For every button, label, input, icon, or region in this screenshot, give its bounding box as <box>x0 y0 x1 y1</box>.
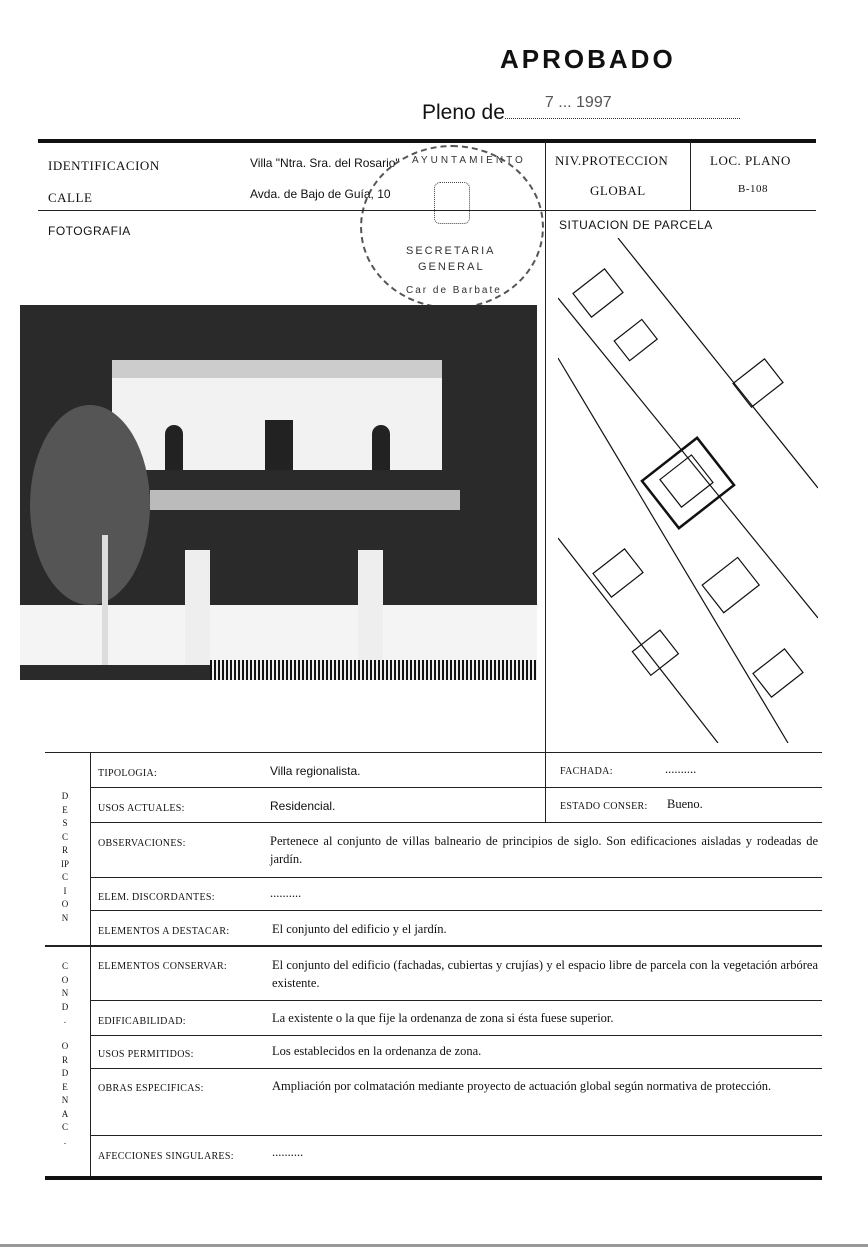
elem-discordantes-label: ELEM. DISCORDANTES: <box>98 892 215 903</box>
usos-permitidos-label: USOS PERMITIDOS: <box>98 1049 194 1060</box>
side-label-cond: COND. <box>61 961 69 1025</box>
top-rule <box>38 139 816 143</box>
afecciones-singulares-label: AFECCIONES SINGULARES: <box>98 1151 234 1162</box>
calle-label: CALLE <box>48 190 93 205</box>
situacion-label: SITUACION DE PARCELA <box>559 218 713 232</box>
divider <box>45 945 822 947</box>
niv-proteccion-value: GLOBAL <box>590 183 646 198</box>
tipologia-label: TIPOLOGIA: <box>98 768 158 779</box>
seal-top-text: AYUNTAMIENTO <box>412 155 526 166</box>
obras-especificas-value: Ampliación por colmatación mediante proyecto de actuación global según normativa de protección. <box>272 1079 772 1093</box>
calle-value: Avda. de Bajo de Guía, 10 <box>250 187 391 201</box>
scan-edge <box>0 1244 868 1247</box>
divider <box>90 1035 822 1036</box>
side-label-ordenac: ORDENAC. <box>61 1041 69 1146</box>
fachada-value: .......... <box>665 762 697 776</box>
niv-proteccion-label: NIV.PROTECCION <box>555 153 669 168</box>
bottom-rule <box>45 1176 822 1180</box>
divider <box>545 142 546 752</box>
seal-center-1: SECRETARIA <box>406 245 496 257</box>
divider <box>90 752 91 1178</box>
usos-actuales-label: USOS ACTUALES: <box>98 803 185 814</box>
identificacion-label: IDENTIFICACION <box>48 158 160 173</box>
elementos-conservar-label: ELEMENTOS CONSERVAR: <box>98 961 228 972</box>
divider <box>90 822 822 823</box>
usos-actuales-value: Residencial. <box>270 799 336 813</box>
edificabilidad-value: La existente o la que fije la ordenanza de zona si ésta fuese superior. <box>272 1011 614 1025</box>
divider <box>38 210 816 211</box>
observaciones-label: OBSERVACIONES: <box>98 838 186 849</box>
identificacion-value: Villa "Ntra. Sra. del Rosario" <box>250 156 400 170</box>
side-label-descripcion: DESCRIPCION <box>61 791 70 923</box>
divider <box>90 877 822 878</box>
tipologia-value: Villa regionalista. <box>270 764 361 778</box>
elementos-conservar-value: El conjunto del edificio (fachadas, cubiertas y crujías) y el espacio libre de parcela con la vegetación arbórea existente. <box>272 958 818 990</box>
pleno-label-text: Pleno de <box>422 101 505 124</box>
estado-conser-label: ESTADO CONSER: <box>560 801 648 812</box>
parcel-map <box>558 238 818 743</box>
afecciones-singulares-value: .......... <box>272 1145 304 1159</box>
elem-discordantes-value: .......... <box>270 886 302 900</box>
approved-stamp: APROBADO <box>500 44 676 74</box>
divider <box>90 1068 822 1069</box>
building-photo <box>20 305 537 680</box>
divider <box>690 142 691 210</box>
pleno-label <box>422 94 740 125</box>
seal-bottom-text: Car de Barbate <box>406 285 502 296</box>
estado-conser-value: Bueno. <box>667 797 703 811</box>
elementos-destacar-value: El conjunto del edificio y el jardín. <box>272 922 447 936</box>
pleno-date: 7 ... 1997 <box>544 94 612 111</box>
elementos-destacar-label: ELEMENTOS A DESTACAR: <box>98 926 230 937</box>
fachada-label: FACHADA: <box>560 766 613 777</box>
divider <box>45 752 822 753</box>
loc-plano-value: B-108 <box>738 183 768 195</box>
usos-permitidos-value: Los establecidos en la ordenanza de zona. <box>272 1044 482 1058</box>
obras-especificas-label: OBRAS ESPECIFICAS: <box>98 1083 204 1094</box>
divider <box>90 910 822 911</box>
fotografia-label: FOTOGRAFIA <box>48 224 131 238</box>
seal-emblem <box>434 182 470 224</box>
observaciones-value: Pertenece al conjunto de villas balneario de principios de siglo. Son edificaciones aisladas y rodeadas de jardín. <box>270 834 818 866</box>
divider <box>90 787 822 788</box>
divider <box>90 1000 822 1001</box>
parcel-map-drawing <box>558 238 818 743</box>
pleno-date-line <box>505 94 740 119</box>
seal-center-2: GENERAL <box>418 261 485 273</box>
loc-plano-label: LOC. PLANO <box>710 153 791 168</box>
edificabilidad-label: EDIFICABILIDAD: <box>98 1016 186 1027</box>
divider <box>90 1135 822 1136</box>
